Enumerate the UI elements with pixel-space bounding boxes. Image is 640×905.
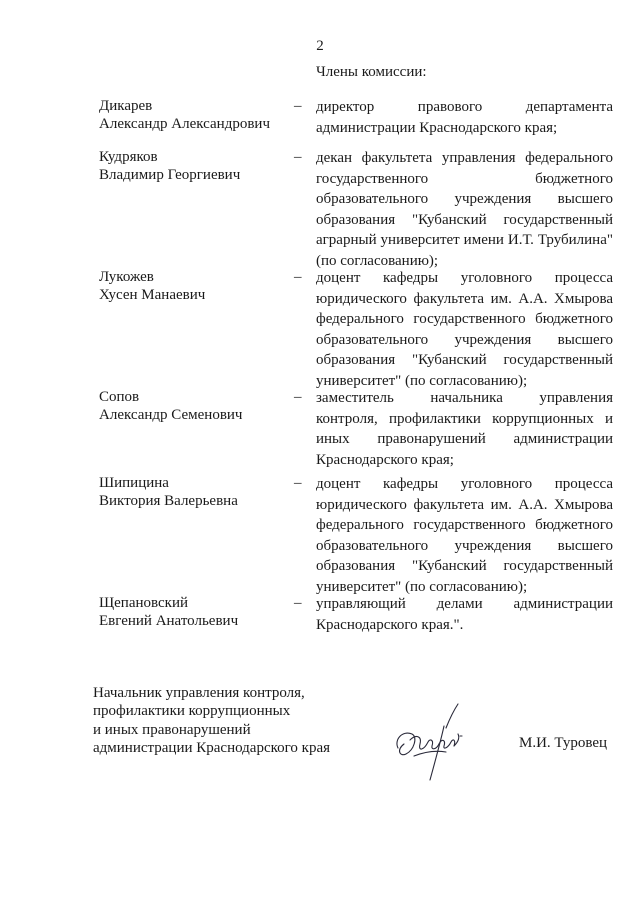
member-surname: Дикарев: [99, 98, 153, 114]
signatory-position-line: Начальник управления контроля,: [93, 685, 305, 701]
dash: –: [294, 98, 302, 114]
signatory-name: М.И. Туровец: [519, 735, 608, 751]
member-given-names: Виктория Валерьевна: [99, 493, 238, 509]
dash: –: [294, 595, 302, 611]
member-role: доцент кафедры уголовного процесса юридического факультета им. А.А. Хмырова федерального государственного бюджетного образовательного учреждения высшего образования "Кубанский государственный университет" (по согласованию);: [316, 476, 613, 595]
member-given-names: Александр Семенович: [99, 407, 243, 423]
member-role: заместитель начальника управления контроля, профилактики коррупционных и иных правонарушений администрации Краснодарского края;: [316, 390, 613, 468]
member-name: [99, 148, 289, 184]
member-role: декан факультета управления федерального государственного бюджетного образовательного учреждения высшего образования "Кубанский государственный аграрный университет имени И.Т. Трубилина" (по согласованию);: [316, 150, 613, 269]
member-surname: Лукожев: [99, 269, 154, 285]
member-surname: Сопов: [99, 389, 140, 405]
dash: –: [294, 389, 302, 405]
dash: –: [294, 475, 302, 491]
member-name: [99, 388, 289, 424]
signatory-position: [93, 684, 363, 757]
member-name: [99, 97, 289, 133]
member-role: директор правового департамента администрации Краснодарского края;: [316, 99, 613, 136]
page-number: 2: [316, 38, 324, 54]
commission-members-heading: Члены комиссии:: [316, 64, 427, 80]
member-surname: Шипицина: [99, 475, 169, 491]
member-name: [99, 474, 289, 510]
member-role: управляющий делами администрации Краснодарского края.".: [316, 596, 613, 633]
signatory-position-line: администрации Краснодарского края: [93, 739, 331, 756]
member-given-names: Хусен Манаевич: [99, 287, 206, 303]
member-given-names: Евгений Анатольевич: [99, 613, 239, 629]
member-role: доцент кафедры уголовного процесса юридического факультета им. А.А. Хмырова федерального государственного бюджетного образовательного учреждения высшего образования "Кубанский государственный университет" (по согласованию);: [316, 270, 613, 389]
member-given-names: Владимир Георгиевич: [99, 167, 241, 183]
member-surname: Щепановский: [99, 595, 188, 611]
signatory-position-line: и иных правонарушений: [93, 721, 251, 738]
member-given-names: Александр Александрович: [99, 116, 270, 132]
handwritten-signature: [384, 700, 474, 790]
signatory-position-line: профилактики коррупционных: [93, 703, 291, 720]
member-name: [99, 594, 289, 630]
dash: –: [294, 269, 302, 285]
member-surname: Кудряков: [99, 149, 158, 165]
member-name: [99, 268, 289, 304]
dash: –: [294, 149, 302, 165]
